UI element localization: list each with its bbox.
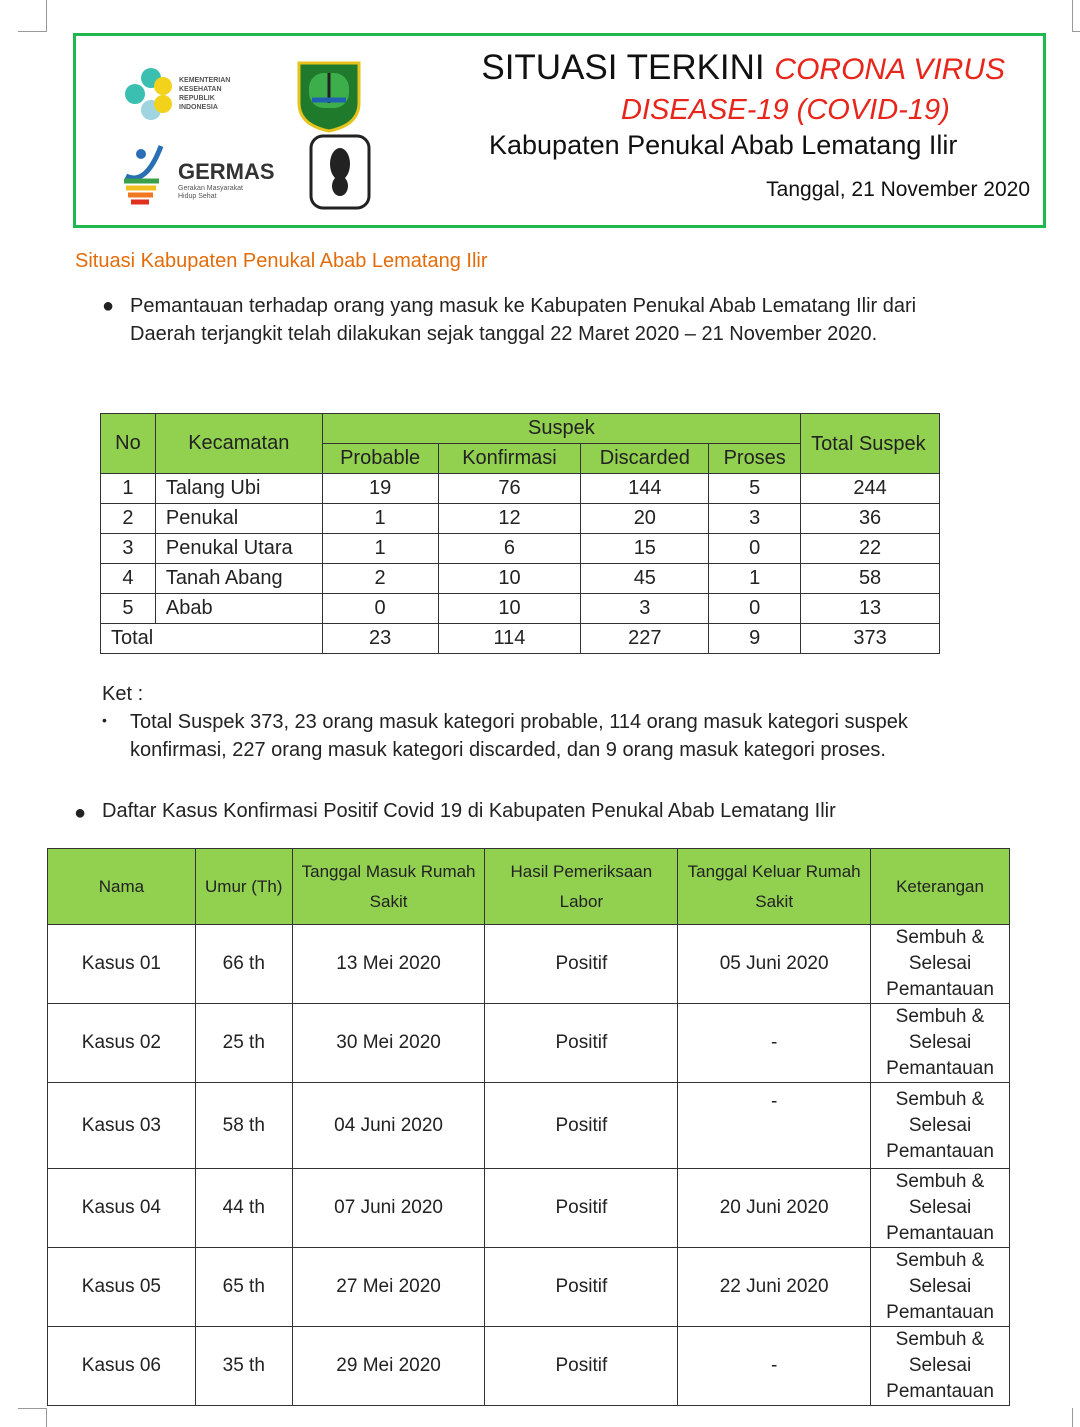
- cell-total: 244: [801, 474, 940, 504]
- header-no: No: [101, 414, 156, 474]
- section-title: Situasi Kabupaten Penukal Abab Lematang Ilir: [75, 250, 488, 272]
- cell-kecamatan: Talang Ubi: [155, 474, 322, 504]
- cell-probable: 2: [322, 564, 438, 594]
- cell-nama: Kasus 04: [48, 1169, 196, 1248]
- cell-masuk: 30 Mei 2020: [292, 1004, 485, 1083]
- cell-no: 1: [101, 474, 156, 504]
- cell-masuk: 29 Mei 2020: [292, 1327, 485, 1406]
- cell-masuk: 07 Juni 2020: [292, 1169, 485, 1248]
- cell-discarded: 3: [581, 594, 709, 624]
- cell-hasil: Positif: [485, 1169, 678, 1248]
- header-keterangan: Keterangan: [871, 849, 1010, 925]
- total-konfirmasi: 114: [438, 624, 581, 654]
- table-row: [101, 504, 940, 534]
- table-row: [101, 594, 940, 624]
- cell-hasil: Positif: [485, 1083, 678, 1169]
- header-discarded: Discarded: [581, 444, 709, 474]
- cell-hasil: Positif: [485, 1248, 678, 1327]
- table-row: [48, 1083, 1010, 1169]
- cell-proses: 3: [709, 504, 801, 534]
- title-line-1: SITUASI TERKINI CORONA VIRUS: [481, 48, 1005, 87]
- kabupaten-pali-emblem: [294, 58, 364, 133]
- svg-text:INDONESIA: INDONESIA: [179, 104, 218, 111]
- cell-masuk: 27 Mei 2020: [292, 1248, 485, 1327]
- cell-konfirmasi: 10: [438, 564, 581, 594]
- crop-mark: [46, 0, 47, 31]
- cell-kecamatan: Penukal: [155, 504, 322, 534]
- ket-text: Total Suspek 373, 23 orang masuk kategori probable, 114 orang masuk kategori suspek konfirmasi, 227 orang masuk kategori discarded, dan 9 orang masuk kategori proses.: [130, 711, 908, 761]
- header-suspek: Suspek: [322, 414, 800, 444]
- table-row: [101, 474, 940, 504]
- cell-konfirmasi: 10: [438, 594, 581, 624]
- cell-ket: Sembuh & Selesai Pemantauan: [871, 1327, 1010, 1406]
- cell-keluar: -: [678, 1004, 871, 1083]
- svg-text:KESEHATAN: KESEHATAN: [179, 86, 222, 93]
- cell-ket: Sembuh & Selesai Pemantauan: [871, 1004, 1010, 1083]
- cell-ket: Sembuh & Selesai Pemantauan: [871, 1083, 1010, 1169]
- bullet-icon: ●: [74, 802, 87, 824]
- cell-keluar: 20 Juni 2020: [678, 1169, 871, 1248]
- header-box: [73, 33, 1046, 228]
- header-hasil: Hasil Pemeriksaan Labor: [485, 849, 678, 925]
- cell-kecamatan: Abab: [155, 594, 322, 624]
- cell-umur: 25 th: [195, 1004, 292, 1083]
- header-konfirmasi: Konfirmasi: [438, 444, 581, 474]
- cell-proses: 0: [709, 534, 801, 564]
- header-kecamatan: Kecamatan: [155, 414, 322, 474]
- cell-no: 4: [101, 564, 156, 594]
- crop-mark: [18, 1408, 47, 1409]
- cell-proses: 5: [709, 474, 801, 504]
- cell-kecamatan: Tanah Abang: [155, 564, 322, 594]
- germas-logo: [116, 136, 276, 211]
- svg-text:KEMENTERIAN: KEMENTERIAN: [179, 77, 231, 84]
- cell-keluar: -: [678, 1083, 871, 1169]
- cell-ket: Sembuh & Selesai Pemantauan: [871, 925, 1010, 1004]
- cell-probable: 19: [322, 474, 438, 504]
- cell-keluar: 05 Juni 2020: [678, 925, 871, 1004]
- region-name: Kabupaten Penukal Abab Lematang Ilir: [489, 130, 958, 160]
- crop-mark: [1072, 0, 1073, 31]
- total-row: [101, 624, 940, 654]
- surveilans-epidemiologi-logo: [309, 134, 371, 210]
- cell-discarded: 15: [581, 534, 709, 564]
- cell-konfirmasi: 76: [438, 474, 581, 504]
- kasus-table: [47, 848, 1010, 1406]
- table-row: [48, 1169, 1010, 1248]
- cell-probable: 1: [322, 534, 438, 564]
- crop-mark: [46, 1408, 47, 1427]
- cell-umur: 65 th: [195, 1248, 292, 1327]
- cell-proses: 1: [709, 564, 801, 594]
- cell-total: 13: [801, 594, 940, 624]
- header-tanggal-keluar: Tanggal Keluar Rumah Sakit: [678, 849, 871, 925]
- cell-discarded: 45: [581, 564, 709, 594]
- bullet-icon: •: [102, 712, 107, 728]
- cell-probable: 0: [322, 594, 438, 624]
- cell-probable: 1: [322, 504, 438, 534]
- cell-ket: Sembuh & Selesai Pemantauan: [871, 1248, 1010, 1327]
- cell-hasil: Positif: [485, 925, 678, 1004]
- total-label: Total: [101, 624, 323, 654]
- cell-umur: 66 th: [195, 925, 292, 1004]
- svg-text:GERMAS: GERMAS: [178, 159, 275, 184]
- daftar-title: Daftar Kasus Konfirmasi Positif Covid 19 di Kabupaten Penukal Abab Lematang Ilir: [102, 800, 836, 822]
- cell-masuk: 04 Juni 2020: [292, 1083, 485, 1169]
- cell-hasil: Positif: [485, 1004, 678, 1083]
- table-row: [48, 925, 1010, 1004]
- ket-label: Ket :: [102, 683, 144, 705]
- cell-umur: 44 th: [195, 1169, 292, 1248]
- header-tanggal-masuk: Tanggal Masuk Rumah Sakit: [292, 849, 485, 925]
- crop-mark: [1072, 31, 1080, 32]
- svg-text:Gerakan Masyarakat: Gerakan Masyarakat: [178, 185, 243, 192]
- crop-mark: [1072, 1408, 1073, 1427]
- cell-total: 36: [801, 504, 940, 534]
- cell-total: 22: [801, 534, 940, 564]
- cell-keluar: 22 Juni 2020: [678, 1248, 871, 1327]
- cell-keluar: -: [678, 1327, 871, 1406]
- cell-no: 3: [101, 534, 156, 564]
- cell-ket: Sembuh & Selesai Pemantauan: [871, 1169, 1010, 1248]
- header-total-suspek: Total Suspek: [801, 414, 940, 474]
- cell-konfirmasi: 12: [438, 504, 581, 534]
- total-discarded: 227: [581, 624, 709, 654]
- header-proses: Proses: [709, 444, 801, 474]
- intro-paragraph: Pemantauan terhadap orang yang masuk ke Kabupaten Penukal Abab Lematang Ilir dari Daerah terjangkit telah dilakukan sejak tanggal 22 Maret 2020 – 21 November 2020.: [130, 295, 917, 345]
- title-line-2: DISEASE-19 (COVID-19): [621, 94, 950, 126]
- cell-no: 5: [101, 594, 156, 624]
- table-row: [48, 1004, 1010, 1083]
- crop-mark: [18, 31, 47, 32]
- total-proses: 9: [709, 624, 801, 654]
- bullet-icon: ●: [102, 295, 115, 317]
- cell-konfirmasi: 6: [438, 534, 581, 564]
- header-nama: Nama: [48, 849, 196, 925]
- cell-nama: Kasus 03: [48, 1083, 196, 1169]
- cell-discarded: 20: [581, 504, 709, 534]
- total-probable: 23: [322, 624, 438, 654]
- cell-total: 58: [801, 564, 940, 594]
- cell-proses: 0: [709, 594, 801, 624]
- kemenkes-logo: [121, 64, 246, 124]
- report-date: Tanggal, 21 November 2020: [766, 178, 1030, 201]
- svg-text:REPUBLIK: REPUBLIK: [179, 95, 215, 102]
- cell-umur: 58 th: [195, 1083, 292, 1169]
- cell-nama: Kasus 06: [48, 1327, 196, 1406]
- table-row: [101, 564, 940, 594]
- table-row: [48, 1248, 1010, 1327]
- table-row: [101, 534, 940, 564]
- cell-nama: Kasus 02: [48, 1004, 196, 1083]
- total-total: 373: [801, 624, 940, 654]
- svg-text:Hidup Sehat: Hidup Sehat: [178, 193, 217, 200]
- cell-masuk: 13 Mei 2020: [292, 925, 485, 1004]
- header-probable: Probable: [322, 444, 438, 474]
- table-row: [48, 1327, 1010, 1406]
- cell-hasil: Positif: [485, 1327, 678, 1406]
- cell-kecamatan: Penukal Utara: [155, 534, 322, 564]
- cell-no: 2: [101, 504, 156, 534]
- cell-umur: 35 th: [195, 1327, 292, 1406]
- cell-nama: Kasus 05: [48, 1248, 196, 1327]
- cell-nama: Kasus 01: [48, 925, 196, 1004]
- suspek-table: [100, 413, 940, 654]
- header-umur: Umur (Th): [195, 849, 292, 925]
- cell-discarded: 144: [581, 474, 709, 504]
